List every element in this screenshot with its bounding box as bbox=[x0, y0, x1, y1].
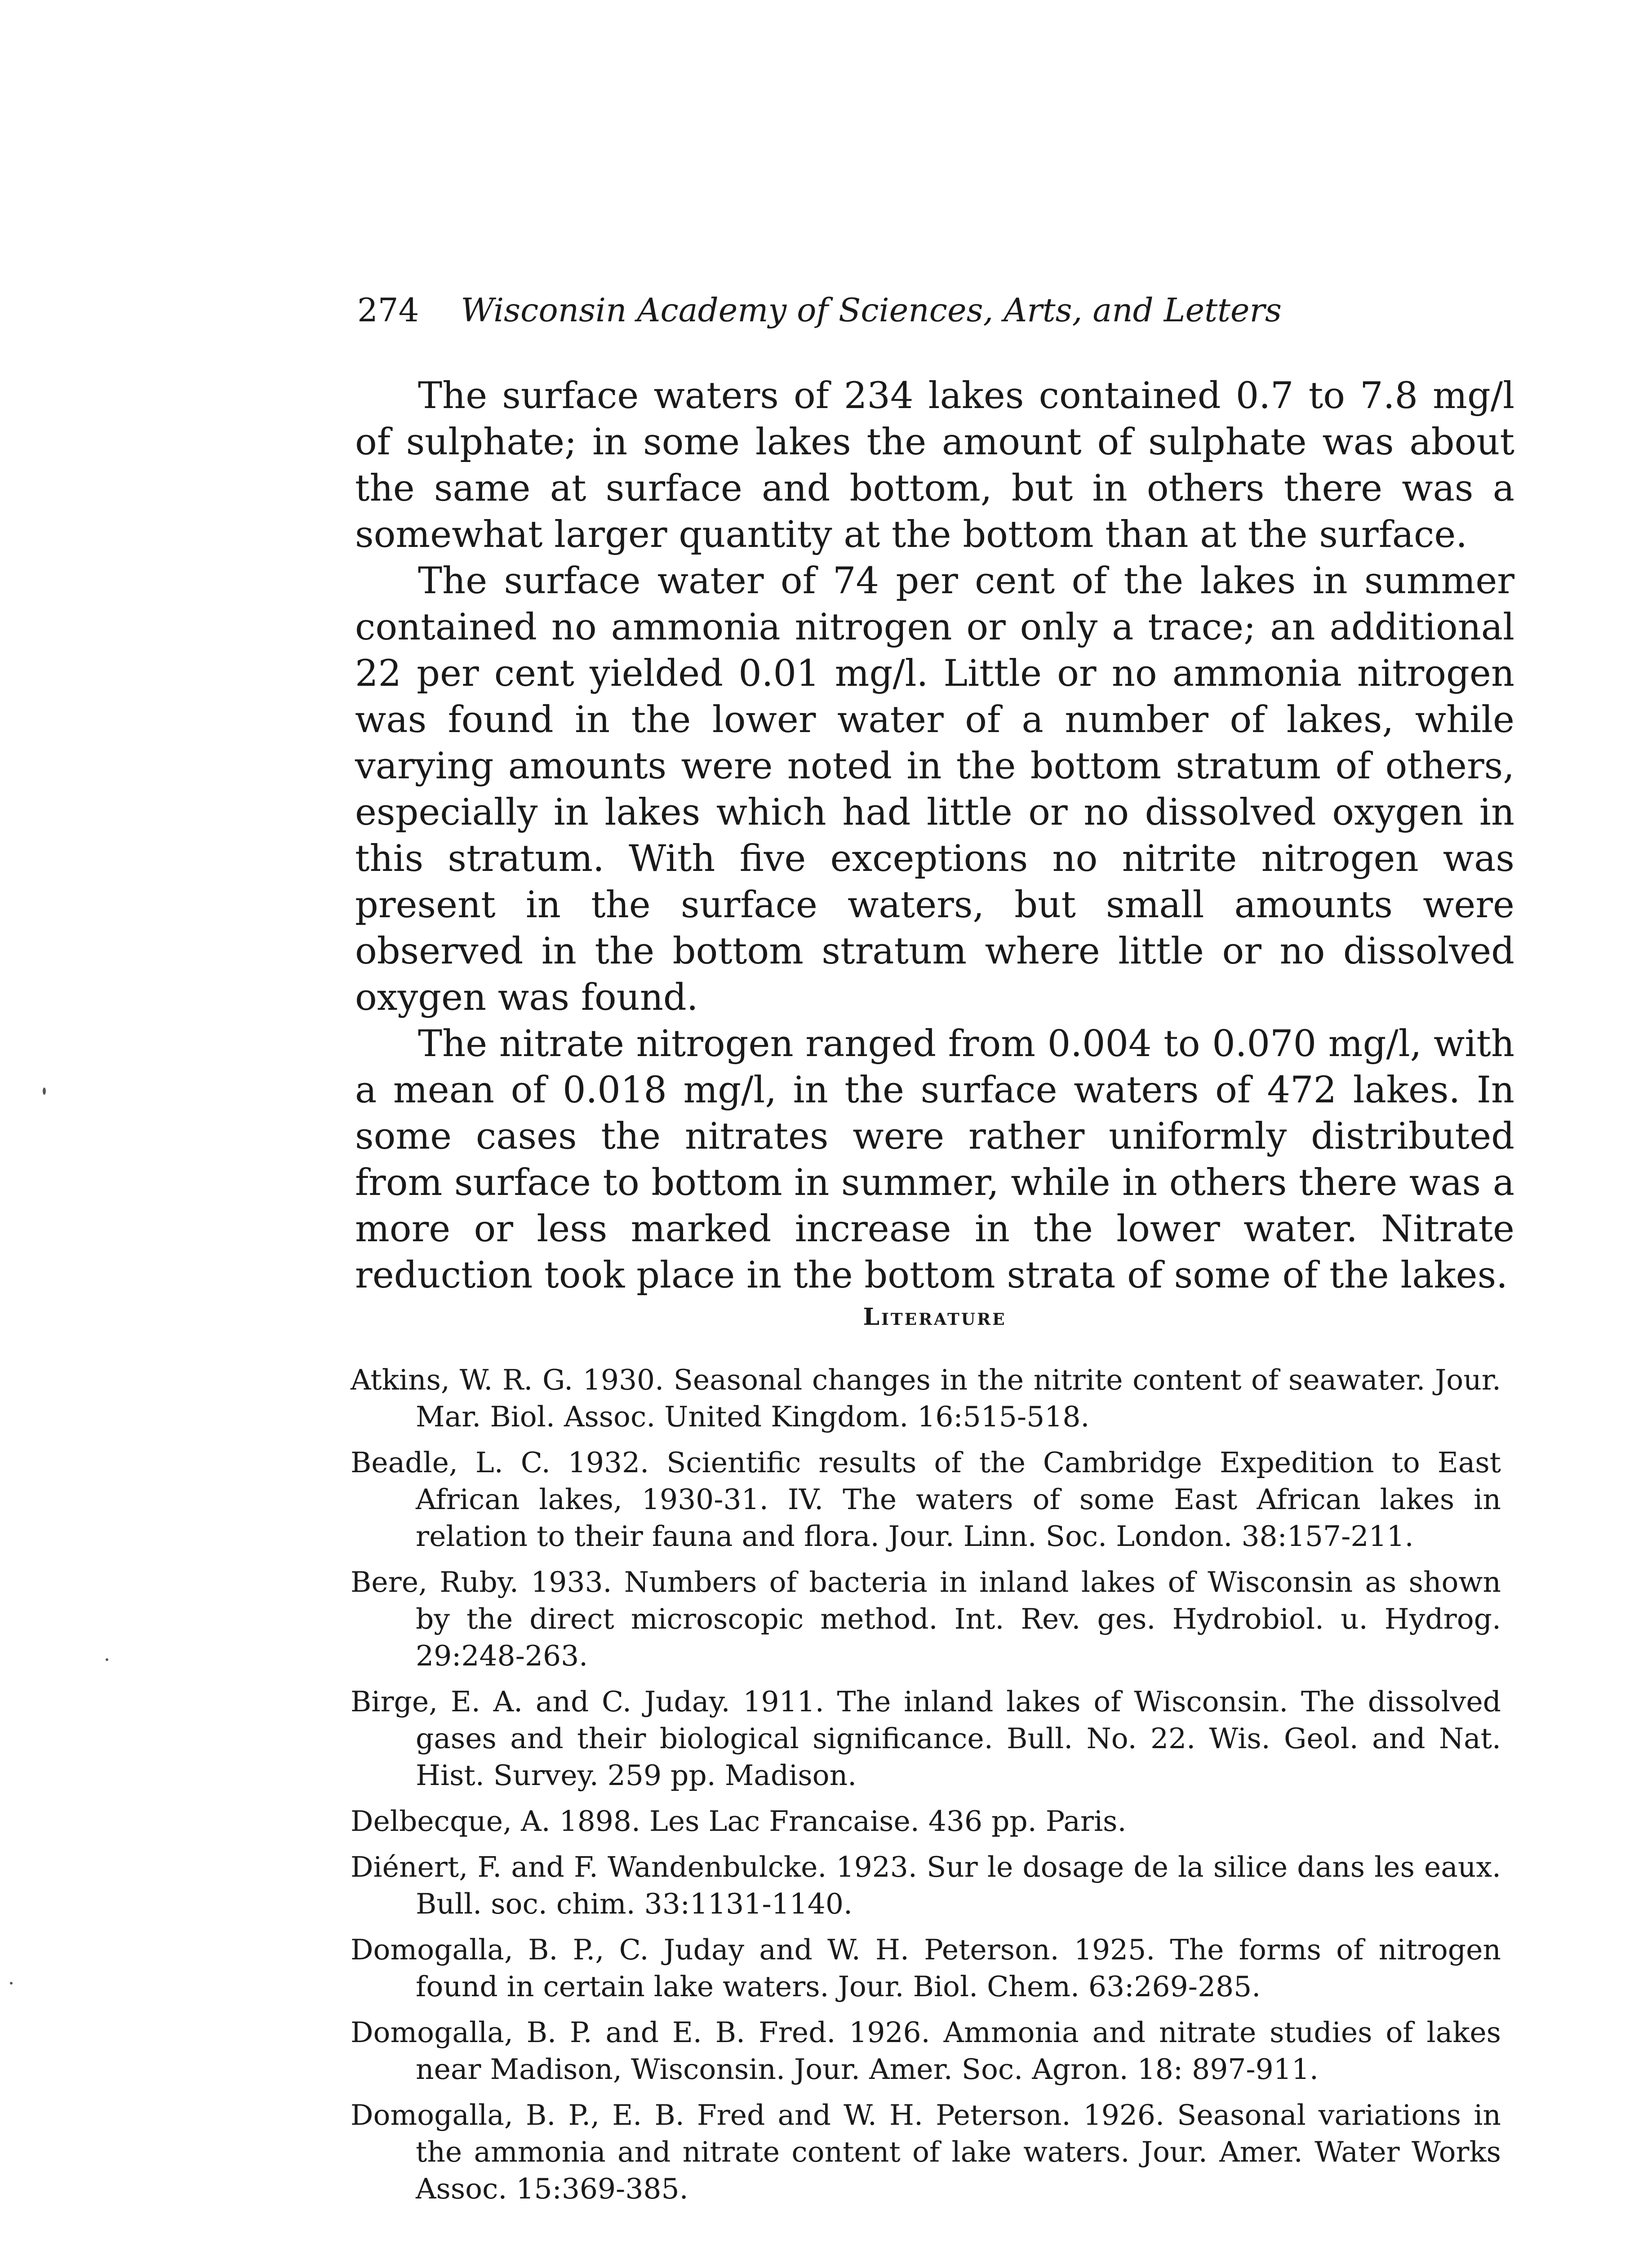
reference-item: Atkins, W. R. G. 1930. Seasonal changes in the nitrite content of seawater. Jour. Mar. Biol. Assoc. United Kingdom. 16:515-518. bbox=[351, 1363, 1501, 1433]
literature-heading: Literature bbox=[863, 1303, 1007, 1331]
scan-speck bbox=[10, 1982, 13, 1985]
reference-item: Bere, Ruby. 1933. Numbers of bacteria in inland lakes of Wisconsin as shown by the direct microscopic method. Int. Rev. ges. Hydrobiol. u. Hydrog. 29:248-263. bbox=[351, 1566, 1501, 1672]
scan-speck bbox=[106, 1658, 108, 1661]
reference-item: Diénert, F. and F. Wandenbulcke. 1923. Sur le dosage de la silice dans les eaux. Bull. soc. chim. 33:1131-1140. bbox=[351, 1851, 1501, 1920]
paragraph-nitrate: The nitrate nitrogen ranged from 0.004 to 0.070 mg/l, with a mean of 0.018 mg/l, in the surface waters of 472 lakes. In some cases the nitrates were rather uniformly distributed from surface to bottom in summer, while in others there was a more or less marked increase in the lower water. Nitrate reduction took place in the bottom strata of some of the lakes. bbox=[355, 1023, 1514, 1297]
reference-item: Domogalla, B. P., E. B. Fred and W. H. Peterson. 1926. Seasonal variations in the ammonia and nitrate content of lake waters. Jour. Amer. Water Works Assoc. 15:369-385. bbox=[351, 2099, 1501, 2205]
paragraph-ammonia: The surface water of 74 per cent of the lakes in summer contained no ammonia nitrogen or only a trace; an additional 22 per cent yielded 0.01 mg/l. Little or no ammonia nitrogen was found in the lower water of a number of lakes, while varying amounts were noted in the bottom stratum of others, especially in lakes which had little or no dissolved oxygen in this stratum. With five exceptions no nitrite nitrogen was present in the surface waters, but small amounts were observed in the bottom stratum where little or no dissolved oxygen was found. bbox=[355, 560, 1514, 1019]
reference-item: Delbecque, A. 1898. Les Lac Francaise. 436 pp. Paris. bbox=[351, 1805, 1127, 1838]
reference-item: Domogalla, B. P. and E. B. Fred. 1926. Ammonia and nitrate studies of lakes near Madison, Wisconsin. Jour. Amer. Soc. Agron. 18: 897-911. bbox=[351, 2016, 1501, 2086]
body-text bbox=[355, 373, 1514, 1299]
reference-item: Beadle, L. C. 1932. Scientific results of the Cambridge Expedition to East African lakes, 1930-31. IV. The waters of some East African lakes in relation to their fauna and flora. Jour. Linn. Soc. London. 38:157-211. bbox=[351, 1446, 1501, 1553]
scan-speck bbox=[43, 1088, 46, 1095]
page-number: 274 bbox=[357, 291, 419, 329]
paragraph-sulphate: The surface waters of 234 lakes contained 0.7 to 7.8 mg/l of sulphate; in some lakes the amount of sulphate was about the same at surface and bottom, but in others there was a somewhat larger quantity at the bottom than at the surface. bbox=[355, 375, 1514, 556]
reference-item: Birge, E. A. and C. Juday. 1911. The inland lakes of Wisconsin. The dissolved gases and their biological significance. Bull. No. 22. Wis. Geol. and Nat. Hist. Survey. 259 pp. Madison. bbox=[351, 1685, 1501, 1792]
page-header bbox=[357, 285, 1386, 335]
reference-list bbox=[351, 1362, 1501, 2216]
running-title: Wisconsin Academy of Sciences, Arts, and Letters bbox=[461, 291, 1282, 329]
reference-item: Domogalla, B. P., C. Juday and W. H. Peterson. 1925. The forms of nitrogen found in certain lake waters. Jour. Biol. Chem. 63:269-285. bbox=[351, 1933, 1501, 2003]
